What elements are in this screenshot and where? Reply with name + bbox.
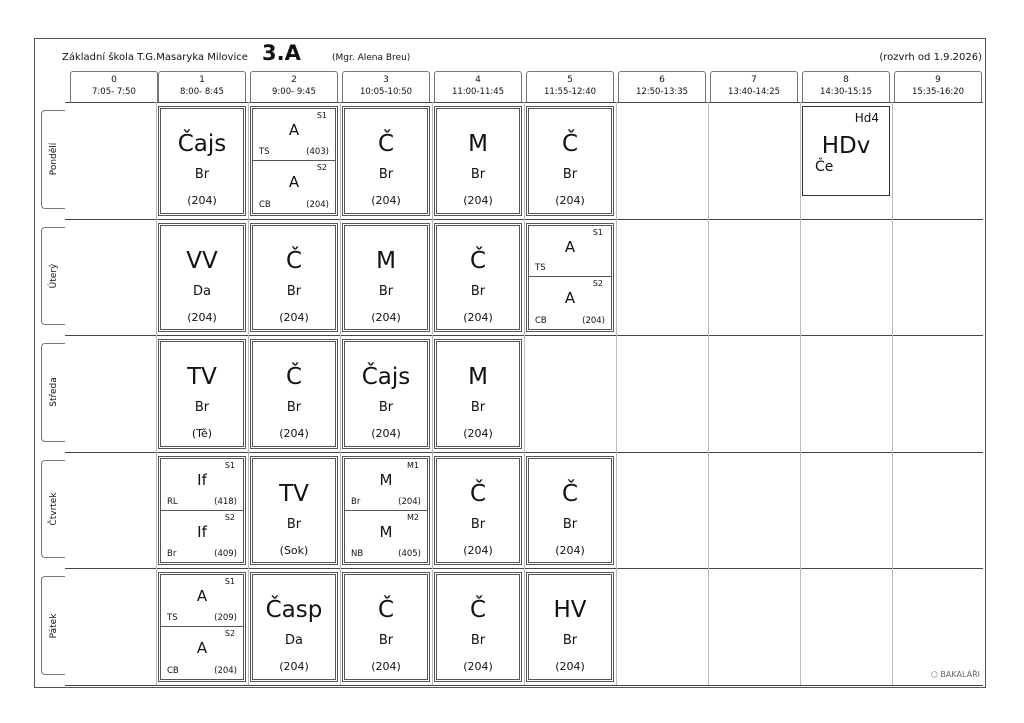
lesson-room: (Tě) [191,427,213,441]
lesson-subject: Č [469,597,487,624]
lesson-teacher: Br [194,400,210,416]
lesson-subject: VV [186,247,218,274]
lesson-teacher: TS [259,146,270,157]
lesson-tu3[interactable] [342,223,430,333]
lesson-room: (204) [555,543,585,557]
lesson-subject: A [564,237,576,256]
lesson-subject: Č [285,247,303,274]
lesson-group: Hd4 [854,111,879,125]
lesson-teacher: Br [167,549,177,560]
lesson-teacher: Br [470,283,486,299]
class-name: 3.A [262,41,301,65]
lesson-room: (204) [463,543,493,557]
lesson-tu5b[interactable] [529,277,611,329]
lesson-group: S2 [224,512,235,522]
lesson-room: (204) [187,194,217,207]
period-number: 4 [475,75,481,85]
lesson-subject: Č [377,131,395,157]
lesson-subject: Č [377,597,395,624]
lesson-room: (204) [463,194,493,207]
lesson-teacher: Br [562,516,578,532]
lesson-room: (204) [306,199,329,210]
lesson-th3a[interactable] [345,459,427,511]
lesson-fr5[interactable] [526,572,614,682]
lesson-room: (204) [582,316,605,327]
lesson-room: (204) [187,310,217,324]
period-header-1 [158,71,246,102]
valid-from: (rozvrh od 1.9.2026) [879,52,982,63]
col-line [524,102,525,685]
period-header-0 [70,71,158,102]
lesson-group: S2 [592,279,603,289]
lesson-mo1[interactable] [158,106,246,216]
lesson-fr1b[interactable] [161,627,243,679]
lesson-room: (204) [371,310,401,324]
lesson-room: (204) [371,660,401,674]
lesson-subject: TV [187,364,217,391]
lesson-group: S1 [316,111,327,120]
lesson-teacher: Br [470,633,486,649]
lesson-teacher: Br [562,167,578,182]
period-header-7 [710,71,798,102]
lesson-subject: Časp [265,597,323,624]
lesson-tu1[interactable] [158,223,246,333]
lesson-teacher: Br [378,283,394,299]
lesson-room: (409) [214,549,237,560]
lesson-fr3[interactable] [342,572,430,682]
col-line [708,102,709,685]
lesson-th4[interactable] [434,456,522,566]
lesson-teacher: Br [378,633,394,649]
lesson-mo5[interactable] [526,106,614,216]
period-number: 1 [199,75,205,85]
lesson-we3[interactable] [342,339,430,449]
period-time: 14:30-15:15 [819,87,873,97]
lesson-subject: Č [561,131,579,157]
col-line [892,102,893,685]
lesson-teacher: Br [286,400,302,416]
lesson-teacher: TS [167,613,178,624]
col-line [800,102,801,685]
day-label-2 [41,343,65,442]
day-label-0 [41,110,65,209]
lesson-room: (204) [463,310,493,324]
lesson-split[interactable] [158,456,246,566]
lesson-group: S1 [224,577,235,587]
period-time: 12:50-13:35 [635,87,689,97]
lesson-group: S2 [224,629,235,639]
lesson-th1b[interactable] [161,511,243,563]
lesson-teacher: Br [378,167,394,182]
period-header-5 [526,71,614,102]
lesson-teacher: Br [562,633,578,649]
lesson-subject: HV [553,597,587,624]
period-header-3 [342,71,430,102]
period-header-2 [250,71,338,102]
lesson-room: (403) [306,146,329,157]
day-name: Úterý [48,263,59,289]
lesson-teacher: Če [815,159,834,175]
lesson-teacher: Br [470,167,486,182]
logo-icon: ⬡ [930,670,938,679]
lesson-tu5a[interactable] [529,226,611,278]
lesson-subject: Čajs [361,364,411,391]
lesson-room: (405) [398,549,421,560]
lesson-we4[interactable] [434,339,522,449]
lesson-subject: M [379,522,393,541]
col-line [432,102,433,685]
period-number: 5 [567,75,573,85]
lesson-teacher: NB [351,549,364,560]
lesson-group: M2 [407,512,419,522]
day-label-4 [41,576,65,675]
lesson-subject: A [288,121,300,139]
lesson-mo3[interactable] [342,106,430,216]
lesson-fr4[interactable] [434,572,522,682]
lesson-subject: Č [469,247,487,274]
lesson-mo4[interactable] [434,106,522,216]
lesson-group: S2 [316,162,327,172]
lesson-teacher: CB [535,316,547,327]
school-name: Základní škola T.G.Masaryka Milovice [62,52,248,63]
lesson-room: (Sok) [279,543,309,557]
lesson-subject: If [197,522,207,541]
period-number: 9 [935,75,941,85]
day-name: Středa [48,377,59,408]
row-line [65,685,983,686]
lesson-th3b[interactable] [345,511,427,563]
lesson-subject: A [196,639,208,658]
lesson-group: M1 [407,460,419,470]
period-time: 13:40-14:25 [727,87,781,97]
period-number: 3 [383,75,389,85]
lesson-room: (204) [371,194,401,207]
period-time: 11:55-12:40 [543,87,597,97]
day-label-3 [41,460,65,559]
lesson-teacher: Br [286,283,302,299]
lesson-subject: Č [285,364,303,391]
lesson-teacher: Br [286,516,302,532]
col-line [616,102,617,685]
lesson-room: (204) [398,496,421,507]
lesson-teacher: Da [193,283,211,299]
lesson-room: (204) [279,310,309,324]
lesson-room: (204) [279,660,309,674]
lesson-subject: M [468,364,488,391]
period-number: 7 [751,75,757,85]
lesson-teacher: Br [470,400,486,416]
day-name: Čtvrtek [48,492,59,526]
lesson-we1[interactable] [158,339,246,449]
lesson-room: (418) [214,496,237,507]
lesson-subject: A [196,587,208,606]
lesson-teacher: Br [351,496,361,507]
lesson-subject: HDv [821,133,871,159]
lesson-room: (204) [463,660,493,674]
lesson-mo8[interactable] [802,106,890,196]
period-number: 2 [291,75,297,85]
lesson-subject: If [197,470,207,489]
lesson-split[interactable] [526,223,614,333]
col-line [248,102,249,685]
period-time: 8:00- 8:45 [180,87,224,97]
lesson-subject: TV [279,480,309,507]
lesson-tu2[interactable] [250,223,338,333]
lesson-teacher: Br [378,400,394,416]
period-time: 7:05- 7:50 [92,87,136,97]
lesson-mo2b[interactable] [253,161,335,213]
period-header-6 [618,71,706,102]
period-header-4 [434,71,522,102]
lesson-room: (204) [371,427,401,441]
lesson-subject: Č [561,480,579,507]
period-header-8 [802,71,890,102]
logo-text: BAKALÁŘI [940,670,980,679]
lesson-split[interactable] [158,572,246,682]
period-time: 10:05-10:50 [359,87,413,97]
period-time: 11:00-11:45 [451,87,505,97]
lesson-split[interactable] [250,106,338,216]
lesson-subject: A [288,172,300,191]
lesson-teacher: Da [285,633,303,649]
lesson-subject: A [564,289,576,308]
period-time: 15:35-16:20 [911,87,965,97]
lesson-room: (204) [555,194,585,207]
lesson-subject: Č [469,480,487,507]
lesson-subject: M [468,131,488,157]
lesson-th2[interactable] [250,456,338,566]
lesson-subject: Čajs [177,131,227,157]
lesson-teacher: RL [167,496,178,507]
day-name: Pátek [48,613,59,639]
lesson-we2[interactable] [250,339,338,449]
lesson-subject: M [379,470,393,489]
period-header-9 [894,71,982,102]
bakalari-logo [931,670,980,679]
lesson-teacher: TS [535,263,546,274]
lesson-teacher: CB [259,199,271,210]
col-line [340,102,341,685]
lesson-teacher: Br [470,516,486,532]
lesson-group: S1 [592,227,603,237]
lesson-room: (204) [214,665,237,676]
class-teacher: (Mgr. Alena Breu) [332,53,411,63]
lesson-tu4[interactable] [434,223,522,333]
lesson-split[interactable] [342,456,430,566]
lesson-subject: M [376,247,396,274]
lesson-mo2a[interactable] [253,109,335,161]
period-number: 8 [843,75,849,85]
lesson-th1a[interactable] [161,459,243,511]
lesson-room: (204) [555,660,585,674]
period-time: 9:00- 9:45 [272,87,316,97]
day-name: Pondělí [48,143,59,176]
lesson-room: (204) [463,427,493,441]
lesson-room: (209) [214,613,237,624]
col-line [156,102,157,685]
timetable-grid [65,102,983,685]
lesson-fr2[interactable] [250,572,338,682]
lesson-group: S1 [224,460,235,470]
lesson-th5[interactable] [526,456,614,566]
lesson-room: (204) [279,427,309,441]
period-number: 6 [659,75,665,85]
period-number: 0 [111,75,117,85]
lesson-teacher: CB [167,665,179,676]
lesson-teacher: Br [194,167,210,182]
lesson-fr1a[interactable] [161,575,243,627]
day-label-1 [41,227,65,326]
